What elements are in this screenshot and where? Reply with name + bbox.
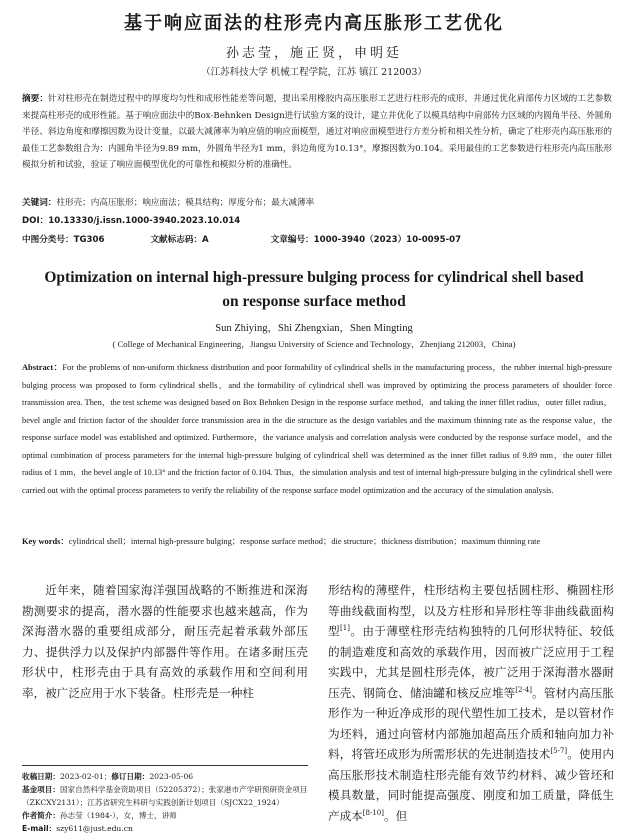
- footnote-author: [22, 809, 308, 822]
- footnote-email: [22, 822, 308, 835]
- cn-keywords-text: 柱形壳；内高压胀形；响应面法；模具结构；厚度分布；最大减薄率: [56, 198, 315, 208]
- cn-title: 基于响应面法的柱形壳内高压胀形工艺优化: [124, 13, 504, 34]
- en-abstract-label: Abstract：: [22, 363, 63, 372]
- footnote-dates: [22, 770, 308, 783]
- body-right-p4: 。使用内高压胀形技术制造柱形壳能有效节约材料、减少管坯和模具数量，同时能提高强度、刚度和加工质量，降低生产成本: [328, 747, 614, 823]
- en-affiliation: ( College of Mechanical Engineering，Jiangsu University of Science and Technology，Zhenjiang 212003，China): [112, 339, 516, 349]
- doccode-value: A: [202, 235, 209, 245]
- footnote-fund: [22, 783, 308, 809]
- en-keywords: [22, 533, 612, 551]
- author-label: 作者简介：: [22, 811, 60, 820]
- en-title: Optimization on internal high-pressure bulging process for cylindrical shell based on response surface method: [44, 269, 584, 310]
- cn-keywords-label: 关键词：: [22, 198, 57, 208]
- en-abstract: [22, 359, 612, 499]
- email-label: E-mail：: [22, 824, 57, 833]
- revised-text: 2023-05-06: [149, 772, 194, 781]
- en-abstract-text: For the problems of non-uniform thickness distribution and poor formability of cylindrical shells in the manufacturing process，the rubber internal high-pressure bulging process was proposed to form cylindrical shells，and the formability of cylindrical shell was improved by optimizing the process parameters of shoulder force transmission area. Then，the test scheme was designed based on Box Behnken Design in the response surface method，and taking the inner fillet radius，outer fillet radius，bevel angle and friction factor of the shoulder force transmission area in the die structure as the design variables and the maximum thinning rate as the response value，the response surface model was established and optimized. Furthermore，the variance analysis and correlation analysis were conducted by the response surface model，and the optimal combination of process parameters for the internal high-pressure bulging of cylindrical shell was determined as the inner fillet radius of 9.89 mm，the outer fillet radius of 1 mm，the bevel angle of 10.13° and the friction factor of 0.104. Thus，the simulation analysis and test of internal high-pressure bulging in the cylindrical shell were carried out with the optimal process parameters to verify the reliability of the response surface model optimization and the accuracy of the simulation analysis.: [22, 363, 612, 495]
- classification-line: [22, 233, 612, 245]
- email-link[interactable]: szy611@just.edu.cn: [56, 824, 133, 833]
- cn-abstract-label: 摘要：: [22, 94, 49, 104]
- doi-text: 10.13330/j.issn.1000-3940.2023.10.014: [48, 216, 241, 226]
- clc-label: 中图分类号：: [22, 235, 74, 245]
- en-keywords-label: Key words：: [22, 537, 69, 546]
- footnote: [22, 770, 308, 835]
- author-text: 孙志莹（1984-），女，博士，讲师: [59, 811, 177, 820]
- received-label: 收稿日期：: [22, 772, 60, 781]
- clc-value: TG306: [73, 235, 105, 245]
- fund-label: 基金项目：: [22, 785, 60, 794]
- doi-label: DOI：: [22, 216, 49, 226]
- body-right-column: [328, 580, 614, 826]
- body-left-column: 近年来，随着国家海洋强国战略的不断推进和深海勘测要求的提高，潜水器的性能要求也越来越高，作为深海潜水器的重要组成部分，耐压壳起着承载外部压力、提供浮力以及保护内部器件等作用。在诸多耐压壳形状中，柱形壳由于具有高效的承载作用和空间利用率，被广泛应用于水下装备。柱形壳是一种柱: [22, 583, 308, 700]
- doi-line: [22, 214, 612, 226]
- revised-label: 修订日期：: [111, 772, 150, 781]
- doccode-label: 文献标志码：: [150, 235, 203, 245]
- article-label: 文章编号：: [270, 235, 314, 245]
- received-text: 2023-02-01；: [59, 772, 112, 781]
- cn-keywords: [22, 196, 612, 208]
- body-right-p5: 。但: [384, 808, 408, 823]
- article-value: 1000-3940（2023）10-0095-07: [313, 235, 462, 245]
- cn-abstract-text: 针对柱形壳在制造过程中的厚度均匀性和成形性能差等问题，提出采用橡胶内高压胀形工艺进行柱形壳的成形，并通过优化肩部传力区域的工艺参数来提高柱形壳的成形性能。基于响应面法中的Box-Behnken Design进行试验方案的设计，建立并优化了以模具结构中肩部传力区域的内圆角半径、外圆角半径、斜边角度和摩擦因数为设计变量，以最大减薄率为响应值的响应面模型，通过对响应面模型进行方差分析和相关性分析，确定了柱形壳内高压胀形的最佳工艺参数组合为：内圆角半径为9.89 mm，外圆角半径为1 mm，斜边角度为10.13°，摩擦因数为0.104。采用最佳的工艺参数进行柱形壳内高压胀形模拟分析和试验，验证了响应面模型优化的可靠性和模拟分析的准确性。: [22, 94, 612, 170]
- en-keywords-text: cylindrical shell；internal high-pressure bulging；response surface method；die structure；thickness distribution；maximum thinning rate: [68, 537, 541, 546]
- footnote-divider: [22, 765, 308, 766]
- cn-abstract: [22, 91, 612, 174]
- cn-affiliation: （江苏科技大学 机械工程学院，江苏 镇江 212003）: [201, 67, 427, 78]
- fund-text: 国家自然科学基金资助项目（52205372）；张家港市产学研预研资金项目（ZKCXY2131）；江苏省研究生科研与实践创新计划项目（SJCX22_1924）: [22, 785, 308, 807]
- citation-ref-2[interactable]: [2-4]: [515, 685, 533, 694]
- body-right-p2: 。由于薄壁柱形壳结构独特的几何形状特征、较低的制造难度和高效的承载作用，因而被广泛应用于工程实践中，尤其是圆柱形壳体，被广泛用于深海潜水器耐压壳、钢筒仓、储油罐和核反应堆等: [328, 624, 614, 700]
- cn-authors: 孙志莹，施正贤，申明廷: [225, 46, 402, 61]
- en-authors: Sun Zhiying，Shi Zhengxian，Shen Mingting: [215, 323, 413, 334]
- citation-ref-3[interactable]: [5-7]: [550, 747, 568, 756]
- citation-ref-1[interactable]: [1]: [340, 624, 350, 633]
- citation-ref-4[interactable]: [8-10]: [362, 808, 384, 817]
- body-right-p3: 。管材内高压胀形作为一种近净成形的现代塑性加工技术，是以管材作为坯料，通过向管材内部施加超高压介质和轴向加力补料，将管坯成形为所需形状的先进制造技术: [328, 685, 614, 761]
- body-right-p1: 形结构的薄壁件，柱形结构主要包括圆柱形、椭圆柱形等曲线截面构型，以及方柱形和异形柱等非曲线截面构型: [328, 583, 614, 638]
